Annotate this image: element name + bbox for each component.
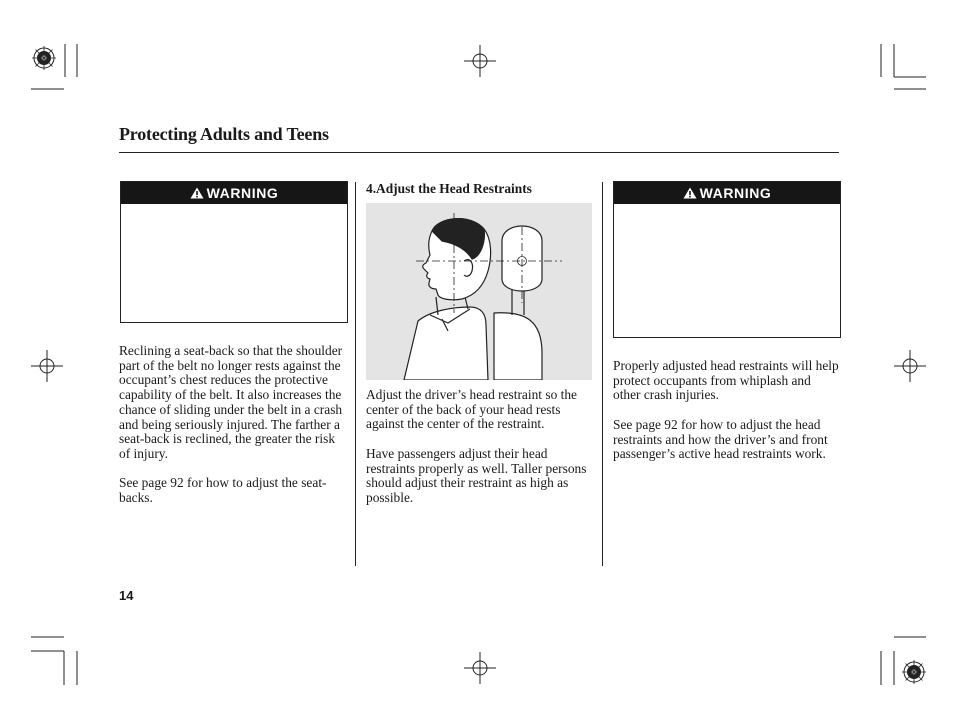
warning-label: WARNING bbox=[206, 185, 279, 201]
warning-triangle-icon bbox=[190, 187, 204, 199]
paragraph: Properly adjusted head restraints will help protect occupants from whiplash and other crash injuries. bbox=[613, 358, 839, 403]
registration-mark-icon bbox=[902, 660, 926, 684]
warning-header bbox=[614, 182, 840, 204]
step-title: 4.Adjust the Head Restraints bbox=[366, 181, 532, 196]
registration-mark-icon bbox=[32, 46, 56, 70]
col1-text bbox=[119, 344, 345, 506]
column-divider bbox=[355, 182, 356, 566]
warning-box bbox=[613, 181, 841, 338]
head-restraint-illustration bbox=[366, 203, 592, 380]
warning-label: WARNING bbox=[699, 185, 772, 201]
col3-text bbox=[613, 359, 839, 462]
paragraph: Adjust the driver’s head restraint so the center of the back of your head rests against the center of the restraint. bbox=[366, 387, 577, 432]
column-divider bbox=[602, 182, 603, 566]
paragraph: See page 92 for how to adjust the head restraints and how the driver’s and front passenger’s active head restraints work. bbox=[613, 416, 828, 462]
page-title: Protecting Adults and Teens bbox=[119, 124, 329, 144]
warning-header bbox=[121, 182, 347, 204]
page-number: 14 bbox=[119, 588, 134, 603]
col2-text bbox=[366, 388, 594, 506]
warning-triangle-icon bbox=[683, 187, 697, 199]
paragraph: Reclining a seat-back so that the shoulder part of the belt no longer rests against the occupant’s chest reduces the protective capability of the belt. It also increases the chance of sliding under the belt in a crash and being seriously injured. The farther a seat-back is reclined, the greater the risk of injury. bbox=[119, 343, 343, 461]
title-rule bbox=[119, 152, 839, 153]
warning-box bbox=[120, 181, 348, 323]
paragraph: Have passengers adjust their head restraints properly as well. Taller persons should adjust their restraint as high as possible. bbox=[366, 445, 587, 505]
paragraph: See page 92 for how to adjust the seat-backs. bbox=[119, 475, 327, 506]
